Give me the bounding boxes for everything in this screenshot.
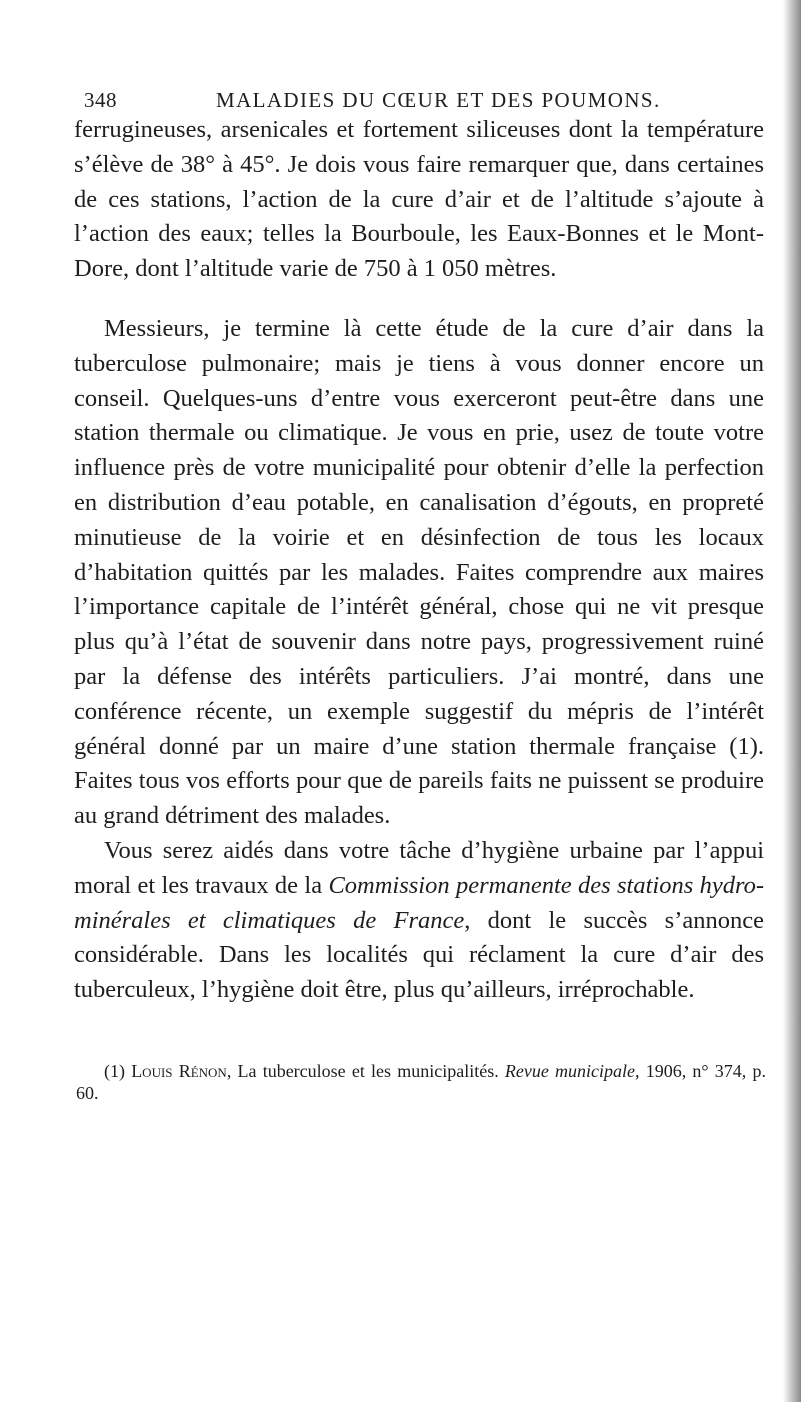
running-title: MALADIES DU CŒUR ET DES POUMONS. (216, 88, 661, 112)
footnote-text: , La tuberculose et les municipalités. (226, 1061, 505, 1081)
commission-title: Commission permanente des stations hydro-minérales et climatiques de France (74, 871, 764, 934)
paragraph-1: ferrugineuses, arsenicales et fortement siliceuses dont la température s’élève de 38° à 45°. Je dois vous faire remarquer que, dans certaines de ces stations, l’action de la cure d’air et de l’altitude s’ajoute à l’action des eaux; telles la Bourboule, les Eaux-Bonnes et le Mont-Dore, dont l’altitude varie de 750 à 1 050 mètres. (74, 116, 764, 283)
footnote-author: Louis Rénon (131, 1061, 227, 1081)
footnote-marker: (1) (104, 1061, 132, 1081)
paragraph-3-text-end: , dont le succès s’annonce considérable. Dans les localités qui réclament la cure d’air des tuberculeux, l’hygiène doit être, plus qu’ailleurs, irréprochable. (74, 906, 764, 1004)
paragraph-3-text: Vous serez aidés dans votre tâche d’hygiène urbaine par l’appui moral et les travaux de la (74, 836, 764, 899)
body-text (74, 113, 764, 1008)
footnote-tail: , 1906, n° 374, p. 60. (76, 1061, 766, 1103)
paragraph-2: Messieurs, je termine là cette étude de la cure d’air dans la tuberculose pulmonaire; mais je tiens à vous donner encore un conseil. Quelques-uns d’entre vous exerceront peut-être dans une station thermale ou climatique. Je vous en prie, usez de toute votre influence près de votre municipalité pour obtenir d’elle la perfection en distribution d’eau potable, en canalisation d’égouts, en propreté minutieuse de la voirie et en désinfection de tous les locaux d’habitation quittés par les malades. Faites comprendre aux maires l’importance capitale de l’intérêt général, chose qui ne vit presque plus qu’à l’état de souvenir dans notre pays, progressivement ruiné par la défense des intérêts particuliers. J’ai montré, dans une conférence récente, un exemple suggestif du mépris de l’intérêt général donné par un maire d’une station thermale française (1). Faites tous vos efforts pour que de pareils faits ne puissent se produire au grand détriment des malades. (74, 314, 764, 830)
paragraph-3 (74, 834, 764, 1008)
footnote-journal: Revue municipale (504, 1061, 636, 1081)
footnote (76, 1060, 766, 1104)
page-number: 348 (84, 88, 117, 112)
page-edge-shadow (783, 0, 801, 1402)
